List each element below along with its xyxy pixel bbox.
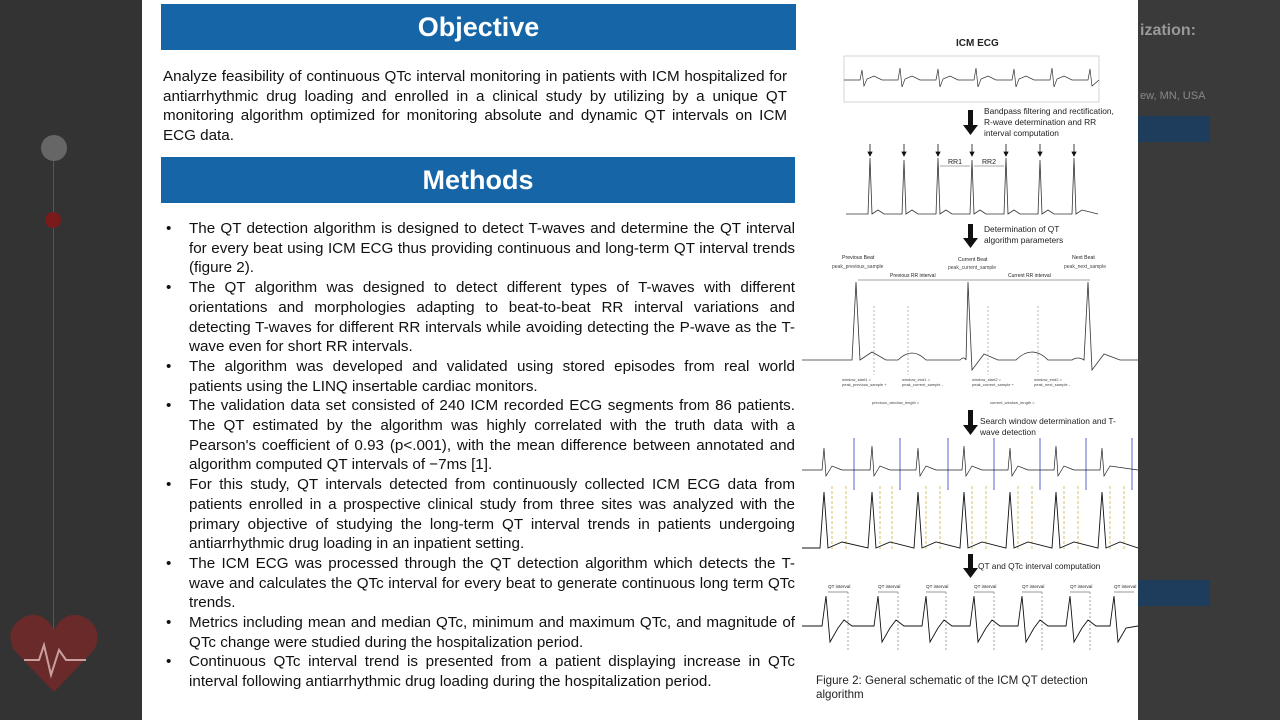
flow-arrow-shaft	[968, 224, 973, 238]
methods-item: • For this study, QT intervals detected from continuously collected ICM ECG data from patients enrolled in a prospective clinical study from three sites was analyzed with the primary objective of studying the long-term QT interval trends in patients undergoing antiarrhythmic drug loading in an inpatient setting.	[163, 475, 795, 554]
flow-arrow-shaft	[968, 110, 973, 125]
figure-title: ICM ECG	[956, 38, 999, 49]
qt-algorithm-schematic	[802, 30, 1138, 680]
step4-label: QT and QTc interval computation	[978, 561, 1101, 571]
rr1-label: RR1	[948, 159, 963, 166]
qt-interval-label: QT interval	[1070, 584, 1093, 589]
previous-beat-sample: peak_previous_sample	[832, 264, 884, 270]
flow-arrow-down-icon	[963, 425, 978, 435]
qt-interval-strip	[802, 592, 1138, 650]
filtered-ecg-strip	[846, 144, 1098, 214]
qt-interval-label: QT interval	[1114, 584, 1137, 589]
step1-label-line: interval computation	[984, 128, 1059, 138]
qt-interval-label: QT interval	[974, 584, 997, 589]
svg-text:peak_previous_sample +: peak_previous_sample +	[842, 382, 887, 387]
svg-text:peak_current_sample +: peak_current_sample +	[972, 382, 1014, 387]
flow-arrow-down-icon	[963, 568, 978, 578]
svg-text:peak_next_sample -: peak_next_sample -	[1034, 382, 1071, 387]
ecg-raw-box	[844, 56, 1099, 102]
timeline-dot	[41, 135, 67, 161]
current-beat-label: Current Beat	[958, 257, 988, 263]
svg-text:window_start2 =: window_start2 =	[972, 377, 1002, 382]
methods-item: • The ICM ECG was processed through the QT detection algorithm which detects the T-wave and calculates the QTc interval for every beat to generate continuous long term QTc trends.	[163, 554, 795, 613]
background-right-panel	[1138, 0, 1280, 720]
methods-item: • The QT detection algorithm is designed to detect T-waves and determine the QT interval for every beat using ICM ECG thus providing continuous and long-term QT interval trends (figure 2).	[163, 219, 795, 278]
svg-text:previous_window_length =: previous_window_length =	[872, 400, 920, 405]
rr2-label: RR2	[982, 159, 997, 166]
background-band	[1138, 580, 1210, 606]
svg-text:current_window_length =: current_window_length =	[990, 400, 1035, 405]
timeline-line	[53, 160, 54, 660]
previous-beat-label: Previous Beat	[842, 255, 875, 261]
step3-label-line: wave detection	[980, 427, 1036, 437]
flow-arrow-down-icon	[963, 125, 978, 135]
step1-label-line: R-wave determination and RR	[984, 117, 1097, 127]
background-title-fragment: ization:	[1140, 22, 1196, 39]
heart-logo-icon	[4, 600, 104, 700]
svg-text:window_end2 =: window_end2 =	[1034, 377, 1062, 382]
current-beat-sample: peak_current_sample	[948, 265, 997, 271]
flow-arrow-shaft	[968, 554, 973, 568]
timeline-dot-active	[45, 212, 61, 228]
objective-header: Objective	[161, 4, 796, 50]
objective-text: Analyze feasibility of continuous QTc interval monitoring in patients with ICM hospitalized for antiarrhythmic drug loading and enrolled in a clinical study by utilizing by a unique QT monitoring algorithm optimized for monitoring absolute and dynamic QT intervals on ICM ECG data.	[163, 68, 787, 144]
next-beat-label: Next Beat	[1072, 255, 1095, 261]
next-beat-sample: peak_next_sample	[1064, 264, 1106, 270]
qt-interval-label: QT interval	[926, 584, 949, 589]
qt-interval-label: QT interval	[878, 584, 901, 589]
background-location-fragment: ew, MN, USA	[1140, 90, 1206, 102]
parameter-diagram	[802, 280, 1138, 405]
search-window-strips	[802, 438, 1138, 550]
methods-item: • Continuous QTc interval trend is presented from a patient displaying increase in QTc interval following antiarrhythmic drug loading during the hospitalization period.	[163, 652, 795, 691]
qt-interval-label: QT interval	[828, 584, 851, 589]
svg-text:window_end1 =: window_end1 =	[902, 377, 930, 382]
methods-item: • Metrics including mean and median QTc, minimum and maximum QTc, and magnitude of QTc change were studied during the hospitalization period.	[163, 613, 795, 652]
svg-text:peak_current_sample -: peak_current_sample -	[902, 382, 943, 387]
qt-interval-label: QT interval	[1022, 584, 1045, 589]
step3-label-line: Search window determination and T-	[980, 416, 1116, 426]
flow-arrow-down-icon	[963, 238, 978, 248]
methods-header: Methods	[161, 157, 795, 203]
step1-label-line: Bandpass filtering and rectification,	[984, 106, 1114, 116]
figure-caption: Figure 2: General schematic of the ICM QT detection algorithm	[816, 674, 1088, 701]
methods-item: • The validation data set consisted of 240 ICM recorded ECG segments from 86 patients. The QT estimated by the algorithm was highly correlated with the truth data with a Pearson's coefficient of 0.93 (p<.001), with the mean difference between annotated and algorithm computed QT intervals of −7ms [1].	[163, 396, 795, 475]
previous-rr-label: Previous RR interval	[890, 273, 936, 279]
methods-item: • The algorithm was developed and validated using stored episodes from real world patients using the LINQ insertable cardiac monitors.	[163, 357, 795, 396]
current-rr-label: Current RR interval	[1008, 273, 1051, 279]
poster-slide	[142, 0, 1138, 720]
background-band	[1138, 116, 1210, 142]
methods-list	[163, 219, 795, 692]
flow-arrow-shaft	[968, 410, 973, 425]
svg-text:window_start1 =: window_start1 =	[842, 377, 872, 382]
methods-item: • The QT algorithm was designed to detect different types of T-waves with different orientations and morphologies adapting to beat-to-beat RR interval variations and detecting T-waves for different RR intervals while avoiding detecting the P-wave as the T-wave even for short RR intervals.	[163, 278, 795, 357]
step2-label-line: algorithm parameters	[984, 235, 1064, 245]
ecg-raw-trace	[844, 68, 1099, 87]
step2-label-line: Determination of QT	[984, 224, 1060, 234]
